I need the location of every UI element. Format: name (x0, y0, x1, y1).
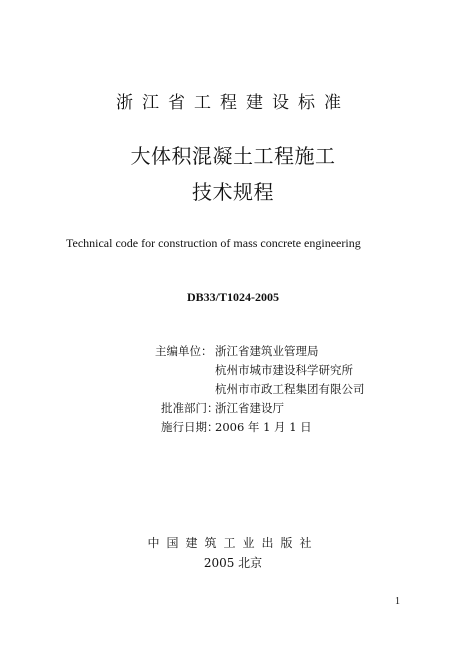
publication-year-place: 2005 北京 (203, 556, 263, 570)
chief-editor-item: 浙江省建筑业管理局 (215, 344, 319, 358)
approval-department-value: 浙江省建设厅 (215, 401, 284, 415)
effective-date-value: 2006 年 1 月 1 日 (215, 420, 312, 434)
document-title-line-1: 大体积混凝土工程施工 (130, 144, 336, 168)
page-number: 1 (395, 596, 400, 607)
chief-editor-item: 杭州市城市建设科学研究所 (215, 363, 353, 377)
document-title-line-2: 技术规程 (192, 180, 274, 204)
standard-code: DB33/T1024-2005 (186, 290, 279, 304)
chief-editors-label: 主编单位： (155, 344, 213, 358)
publisher-name: 中国建筑工业出版社 (147, 536, 319, 550)
approval-department-label: 批准部门： (161, 401, 219, 415)
chief-editor-item: 杭州市市政工程集团有限公司 (215, 382, 365, 396)
standard-type-header: 浙江省工程建设标准 (116, 93, 350, 113)
effective-date-label: 施行日期： (161, 420, 219, 434)
english-title: Technical code for construction of mass concrete engineering (66, 236, 361, 250)
